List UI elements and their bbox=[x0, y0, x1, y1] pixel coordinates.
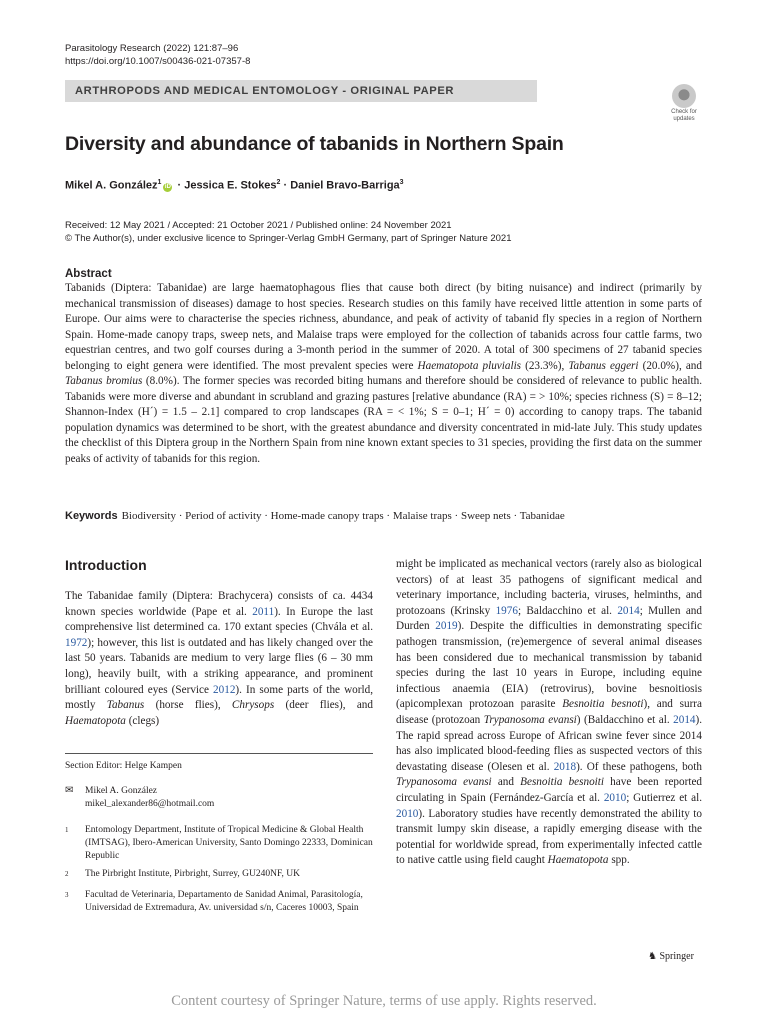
species-name: Besnoitia besnoiti bbox=[520, 776, 605, 789]
citation-link[interactable]: 1972 bbox=[65, 636, 88, 649]
corresponding-author bbox=[65, 785, 373, 811]
orcid-icon[interactable]: iD bbox=[164, 183, 171, 190]
footnote-divider bbox=[65, 753, 373, 754]
article-type-banner: ARTHROPODS AND MEDICAL ENTOMOLOGY - ORIGINAL PAPER bbox=[65, 80, 537, 102]
affiliation-1 bbox=[65, 824, 373, 864]
intro-text: ; Gutierrez et al. bbox=[626, 791, 702, 804]
genus-name: Haematopota bbox=[547, 854, 609, 867]
citation-link[interactable]: 2019 bbox=[435, 620, 458, 633]
author-2[interactable]: Jessica E. Stokes bbox=[184, 179, 277, 192]
intro-text: The Tabanidae family (Diptera: Brachycera) consists of ca. 4434 known species worldwide (Pape et al. bbox=[65, 590, 373, 618]
abstract-text bbox=[65, 281, 702, 467]
intro-text: ). The rapid spread across Europe of African swine fever since 2014 has also implicated blood-feeding flies as suspected vectors of this devastating disease (Olesen et al. bbox=[396, 713, 703, 773]
intro-text: (deer flies), and bbox=[274, 699, 373, 712]
intro-text: ). Laboratory studies have recently demonstrated the ability to transmit lumpy skin disease, a rapidly emerging disease with the potential for worldwide spread, from experimentally infected cattle to native cattle using field caught bbox=[396, 807, 702, 867]
genus-name: Chrysops bbox=[231, 699, 275, 712]
citation-link[interactable]: 1976 bbox=[495, 604, 518, 617]
affiliation-text: Facultad de Veterinaria, Departamento de Sanidad Animal, Parasitología, Universidad de Extremadura, Av. universidad s/n, Caceres 10003, Spain bbox=[85, 890, 363, 913]
intro-text: and bbox=[491, 776, 521, 789]
citation-link[interactable]: 2018 bbox=[553, 760, 577, 773]
affiliation-text: Entomology Department, Institute of Tropical Medicine & Global Health (IMTSAG), Ibero-American University, Santo Domingo 22333, Dominican Republic bbox=[85, 825, 373, 861]
author-2-affiliation: 2 bbox=[276, 179, 281, 186]
intro-text: (horse flies), bbox=[144, 699, 232, 712]
intro-text: ); however, this list is outdated and has likely changed over the last 50 years. Tabanids are medium to very large flies (6 – 30 mm long), heavily built, with a striking appearance, and prominent brilliant coloured eyes (Service bbox=[65, 636, 373, 696]
abstract-part: (20.0%), and bbox=[638, 359, 702, 372]
species-name: Tabanus eggeri bbox=[568, 359, 639, 372]
intro-text: ). In some parts of the world, mostly bbox=[65, 683, 373, 712]
publisher-name: Springer bbox=[659, 951, 694, 962]
introduction-right-column bbox=[396, 557, 702, 869]
intro-text: spp. bbox=[608, 854, 630, 867]
intro-text: ), and surra disease (protozoan bbox=[396, 698, 702, 726]
intro-text: ; Mullen and Durden bbox=[396, 604, 702, 633]
received-accepted-dates: Received: 12 May 2021 / Accepted: 21 October 2021 / Published online: 24 November 2021 bbox=[65, 220, 452, 231]
intro-text: might be implicated as mechanical vectors (rarely also as biological vectors) of at least 35 pathogens of significant medical and veterinary importance, including bacteria, viruses, helminths, and protozoans (Krinsky bbox=[396, 558, 702, 617]
species-name: Besnoitia besnoti bbox=[562, 698, 644, 711]
intro-text: ; Baldacchino et al. bbox=[517, 604, 618, 617]
intro-text: have been reported circulating in Spain (Fernández-García et al. bbox=[396, 776, 703, 804]
contact-email[interactable]: mikel_alexander86@hotmail.com bbox=[85, 798, 215, 809]
check-updates-icon bbox=[672, 84, 696, 108]
keywords-section bbox=[65, 510, 565, 522]
abstract-part: Tabanids (Diptera: Tabanidae) are large haematophagous flies that cause both direct (by biting nuisance) and indirect (primarily by mechanical transmission of diseases) damage to host species. Research studies on this family have received little attention in some parts of Europe. Our aims were to characterise the species richness, abundance, and peak of activity of tabanid fly species in a region of Northern Spain. Home-made canopy traps, sweep nets, and Malaise traps were employed for the collection of tabanids across four cattle farms, two equestrian centres, and two golf courses during a 3-month period in the summer of 2020. A total of 300 specimens of 27 tabanid species belonging to eight genera were identified. The most prevalent species were bbox=[65, 282, 702, 372]
copyright-line: © The Author(s), under exclusive licence to Springer-Verlag GmbH Germany, part of Springer Nature 2021 bbox=[65, 233, 512, 244]
intro-text: ) (Baldacchino et al. bbox=[576, 713, 674, 726]
content-courtesy-footer: Content courtesy of Springer Nature, terms of use apply. Rights reserved. bbox=[171, 993, 597, 1009]
intro-text: ). In Europe the last comprehensive list determined ca. 170 extant species (Chvála et al. bbox=[65, 605, 373, 634]
article-title: Diversity and abundance of tabanids in Northern Spain bbox=[65, 133, 564, 155]
springer-logo bbox=[648, 951, 694, 962]
author-3-affiliation: 3 bbox=[399, 179, 404, 186]
author-separator: · bbox=[174, 179, 185, 192]
section-editor-note bbox=[65, 760, 373, 773]
check-for-updates-badge[interactable] bbox=[662, 82, 706, 124]
check-updates-line2: updates bbox=[673, 115, 695, 122]
species-name: Trypanosoma evansi bbox=[483, 713, 577, 726]
author-separator: · bbox=[280, 179, 291, 192]
species-name: Tabanus bromius bbox=[65, 375, 143, 387]
genus-name: Tabanus bbox=[106, 699, 145, 712]
author-list bbox=[65, 179, 404, 192]
citation-link[interactable]: 2012 bbox=[213, 683, 236, 696]
author-3[interactable]: Daniel Bravo-Barriga bbox=[290, 179, 400, 192]
springer-horse-icon: ♞ bbox=[648, 951, 657, 962]
contact-name: Mikel A. González bbox=[85, 786, 158, 796]
affiliation-number: 2 bbox=[65, 870, 69, 878]
citation-link[interactable]: 2014 bbox=[673, 713, 696, 726]
journal-header bbox=[65, 42, 250, 68]
intro-text: (clegs) bbox=[125, 714, 160, 727]
keywords-list: Biodiversity · Period of activity · Home-made canopy traps · Malaise traps · Sweep nets · Tabanidae bbox=[121, 510, 565, 522]
abstract-part: (8.0%). The former species was recorded biting humans and therefore should be considered of relevance to public health. Tabanids were more diverse and abundant in scrubland and grazing pastures [relative abundance (RA) = > 10%; species richness (S) = 8–12; Shannon-Index (H´) = 1.5 – 2.1] compared to crop landscapes (RA = < 1%; S = 0–1; H´ = 0) according to canopy traps. The tabanid population dynamics was determined to be short, with the greatest abundance and diversity concentrated in mid-late July. This study updates the checklist of this Diptera group in the Northern Spain from nine known extant species to 31 species, providing the first data on the summer peaks of activity of tabanids for this region. bbox=[65, 375, 703, 465]
introduction-left-column bbox=[65, 589, 373, 729]
section-editor: Section Editor: Helge Kampen bbox=[65, 761, 182, 771]
journal-citation: Parasitology Research (2022) 121:87–96 bbox=[65, 43, 239, 54]
check-updates-line1: Check for bbox=[671, 109, 697, 115]
genus-name: Haematopota bbox=[65, 714, 126, 727]
publication-dates bbox=[65, 219, 512, 245]
envelope-icon: ✉ bbox=[65, 785, 74, 796]
keywords-label: Keywords bbox=[65, 510, 118, 522]
affiliation-number: 1 bbox=[65, 826, 69, 834]
intro-text: ). Of these pathogens, both bbox=[576, 760, 702, 773]
affiliation-3 bbox=[65, 889, 373, 929]
citation-link[interactable]: 2011 bbox=[252, 605, 275, 618]
intro-text: ). Despite the difficulties in demonstrating specific pathogen transmission, (re)emergence of several animal diseases has been considered due to mechanical transmission by tabanid species during the last 10 years in Europe, including equine infectious anaemia (EIA) (retrovirus), bovine besnoitiosis (apicomplexan protozoan parasite bbox=[396, 620, 702, 711]
abstract-part: (23.3%), bbox=[521, 359, 569, 372]
species-name: Trypanosoma evansi bbox=[396, 776, 492, 789]
abstract-heading: Abstract bbox=[65, 268, 112, 280]
species-name: Haematopota pluvialis bbox=[417, 359, 522, 372]
doi-link[interactable]: https://doi.org/10.1007/s00436-021-07357-8 bbox=[65, 56, 251, 67]
author-1[interactable]: Mikel A. González bbox=[65, 179, 158, 192]
affiliation-number: 3 bbox=[65, 891, 69, 899]
affiliation-text: The Pirbright Institute, Pirbright, Surrey, GU240NF, UK bbox=[85, 869, 300, 879]
introduction-heading: Introduction bbox=[65, 557, 147, 573]
citation-link[interactable]: 2014 bbox=[617, 604, 640, 617]
affiliation-2 bbox=[65, 868, 373, 882]
citation-link[interactable]: 2010 bbox=[603, 791, 627, 804]
citation-link[interactable]: 2010 bbox=[396, 807, 419, 820]
author-1-affiliation: 1 bbox=[157, 179, 162, 186]
